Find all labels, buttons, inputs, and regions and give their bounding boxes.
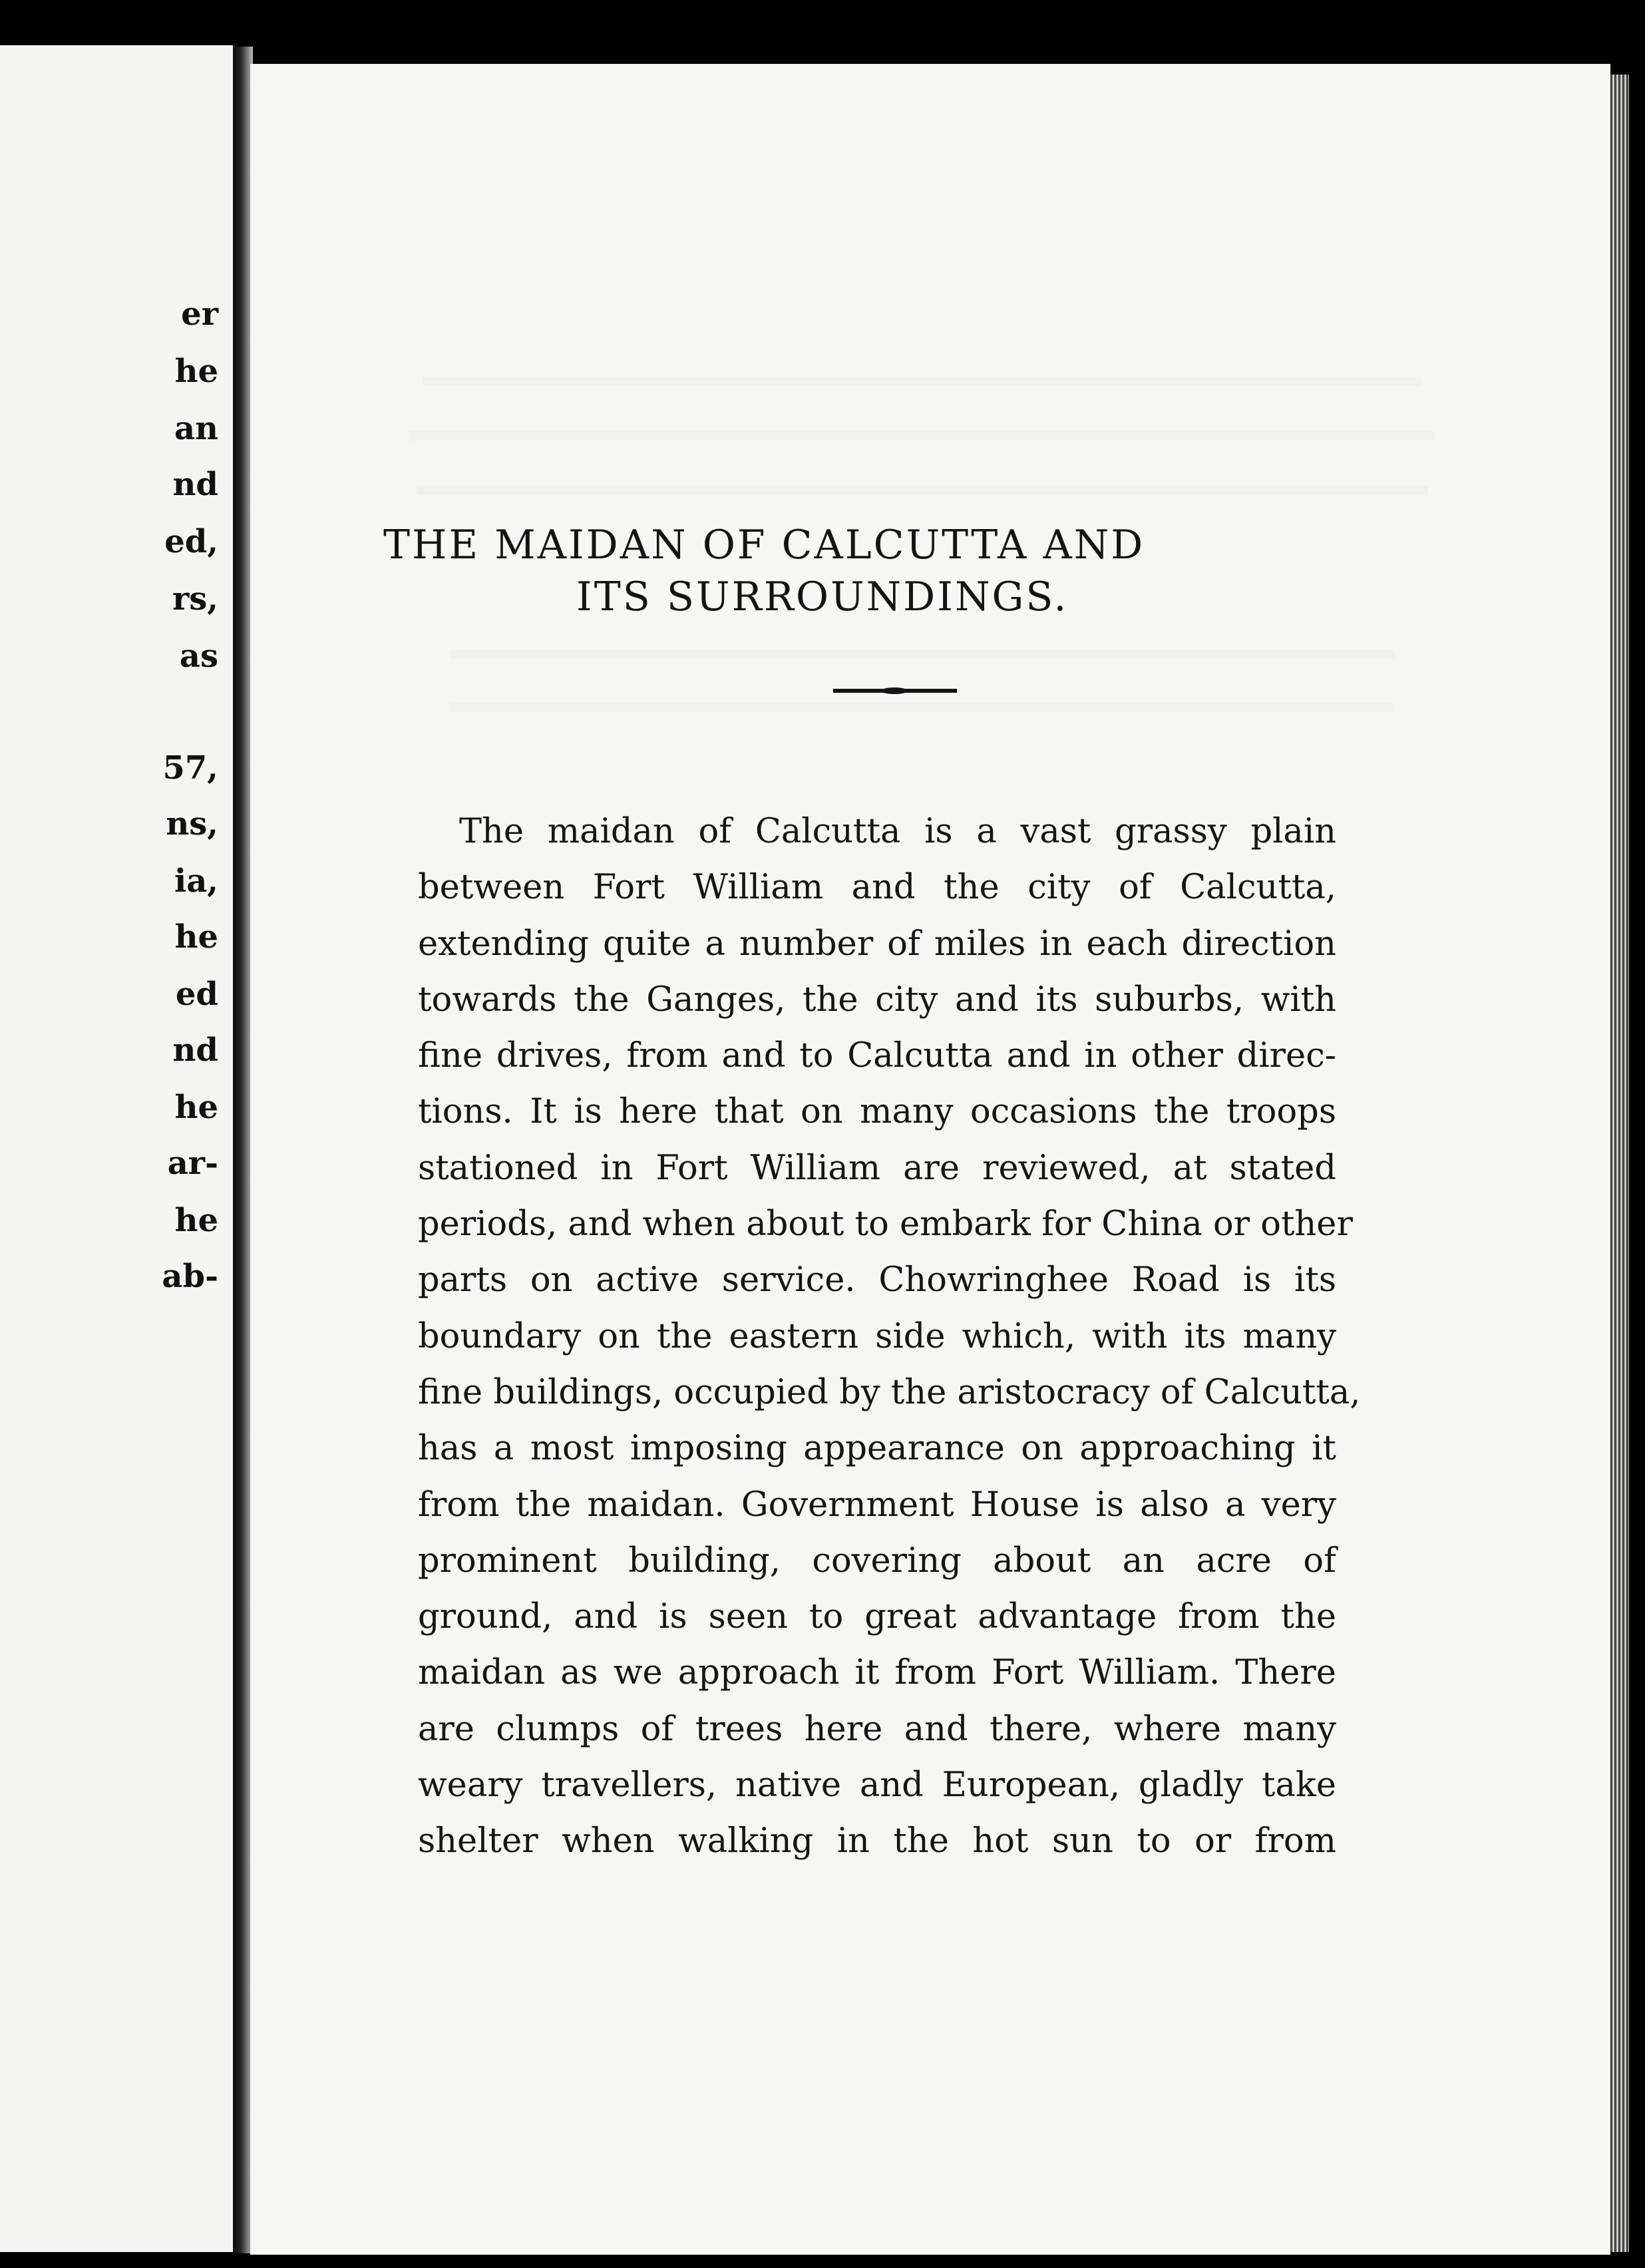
body-line: boundary on the eastern side which, with its many bbox=[418, 1316, 1336, 1356]
body-line: stationed in Fort William are reviewed, at stated bbox=[418, 1148, 1336, 1188]
left-page-fragment: ed bbox=[175, 976, 218, 1013]
main-page bbox=[250, 64, 1610, 2255]
page-edge-stack bbox=[1610, 75, 1629, 2252]
chapter-title bbox=[383, 519, 1608, 623]
body-line: between Fort William and the city of Calcutta, bbox=[418, 868, 1336, 908]
chapter-title-line: THE MAIDAN OF CALCUTTA AND bbox=[383, 522, 1145, 568]
body-line: are clumps of trees here and there, where many bbox=[418, 1709, 1336, 1749]
left-page-fragment: ns, bbox=[166, 805, 218, 843]
left-page-fragment: rs, bbox=[172, 580, 218, 618]
body-line: ground, and is seen to great advantage from the bbox=[418, 1597, 1336, 1637]
bleed-through-mark bbox=[417, 486, 1428, 495]
body-line: extending quite a number of miles in each direction bbox=[418, 924, 1336, 964]
left-page-fragment: ia, bbox=[174, 862, 218, 900]
left-page-fragment: he bbox=[174, 1202, 218, 1239]
left-page-fragment: he bbox=[174, 1089, 218, 1126]
left-page-fragment: 57, bbox=[162, 749, 218, 787]
chapter-title-line: ITS SURROUNDINGS. bbox=[576, 574, 1069, 620]
left-page-fragment: he bbox=[174, 918, 218, 956]
body-line: periods, and when about to embark for China or other bbox=[418, 1205, 1353, 1244]
body-line: parts on active service. Chowringhee Road is its bbox=[418, 1260, 1336, 1300]
bleed-through-mark bbox=[423, 377, 1421, 386]
body-line: maidan as we approach it from Fort William. There bbox=[418, 1653, 1336, 1693]
left-page-fragment: he bbox=[174, 353, 218, 390]
body-line: towards the Ganges, the city and its suburbs, with bbox=[418, 980, 1336, 1020]
body-line: The maidan of Calcutta is a vast grassy plain bbox=[459, 812, 1336, 851]
bleed-through-mark bbox=[450, 650, 1395, 659]
body-line: tions. It is here that on many occasions the troops bbox=[418, 1092, 1336, 1132]
body-line: shelter when walking in the hot sun to or from bbox=[418, 1821, 1336, 1861]
body-line: from the maidan. Government House is also a very bbox=[418, 1485, 1336, 1525]
body-line: weary travellers, native and European, gladly take bbox=[418, 1766, 1336, 1805]
body-line: fine drives, from and to Calcutta and in other direc- bbox=[418, 1036, 1336, 1076]
bleed-through-mark bbox=[410, 431, 1435, 441]
body-line: prominent building, covering about an acre of bbox=[418, 1541, 1336, 1581]
left-page-fragment: ab- bbox=[162, 1258, 218, 1295]
title-ornament-rule bbox=[833, 689, 957, 693]
body-line: has a most imposing appearance on approaching it bbox=[418, 1429, 1336, 1469]
left-page-fragment: ed, bbox=[164, 523, 218, 560]
bleed-through-mark bbox=[450, 703, 1395, 712]
left-page-fragment: nd bbox=[172, 1032, 218, 1069]
left-page-fragment: as bbox=[179, 638, 218, 675]
left-facing-page bbox=[0, 45, 236, 2252]
left-page-fragment: er bbox=[181, 295, 218, 333]
left-page-fragment: ar- bbox=[167, 1145, 218, 1182]
left-page-fragment: an bbox=[174, 410, 218, 447]
left-page-fragment: nd bbox=[172, 466, 218, 503]
body-line: fine buildings, occupied by the aristocracy of Calcutta, bbox=[418, 1372, 1361, 1412]
body-paragraph bbox=[418, 804, 1361, 1870]
